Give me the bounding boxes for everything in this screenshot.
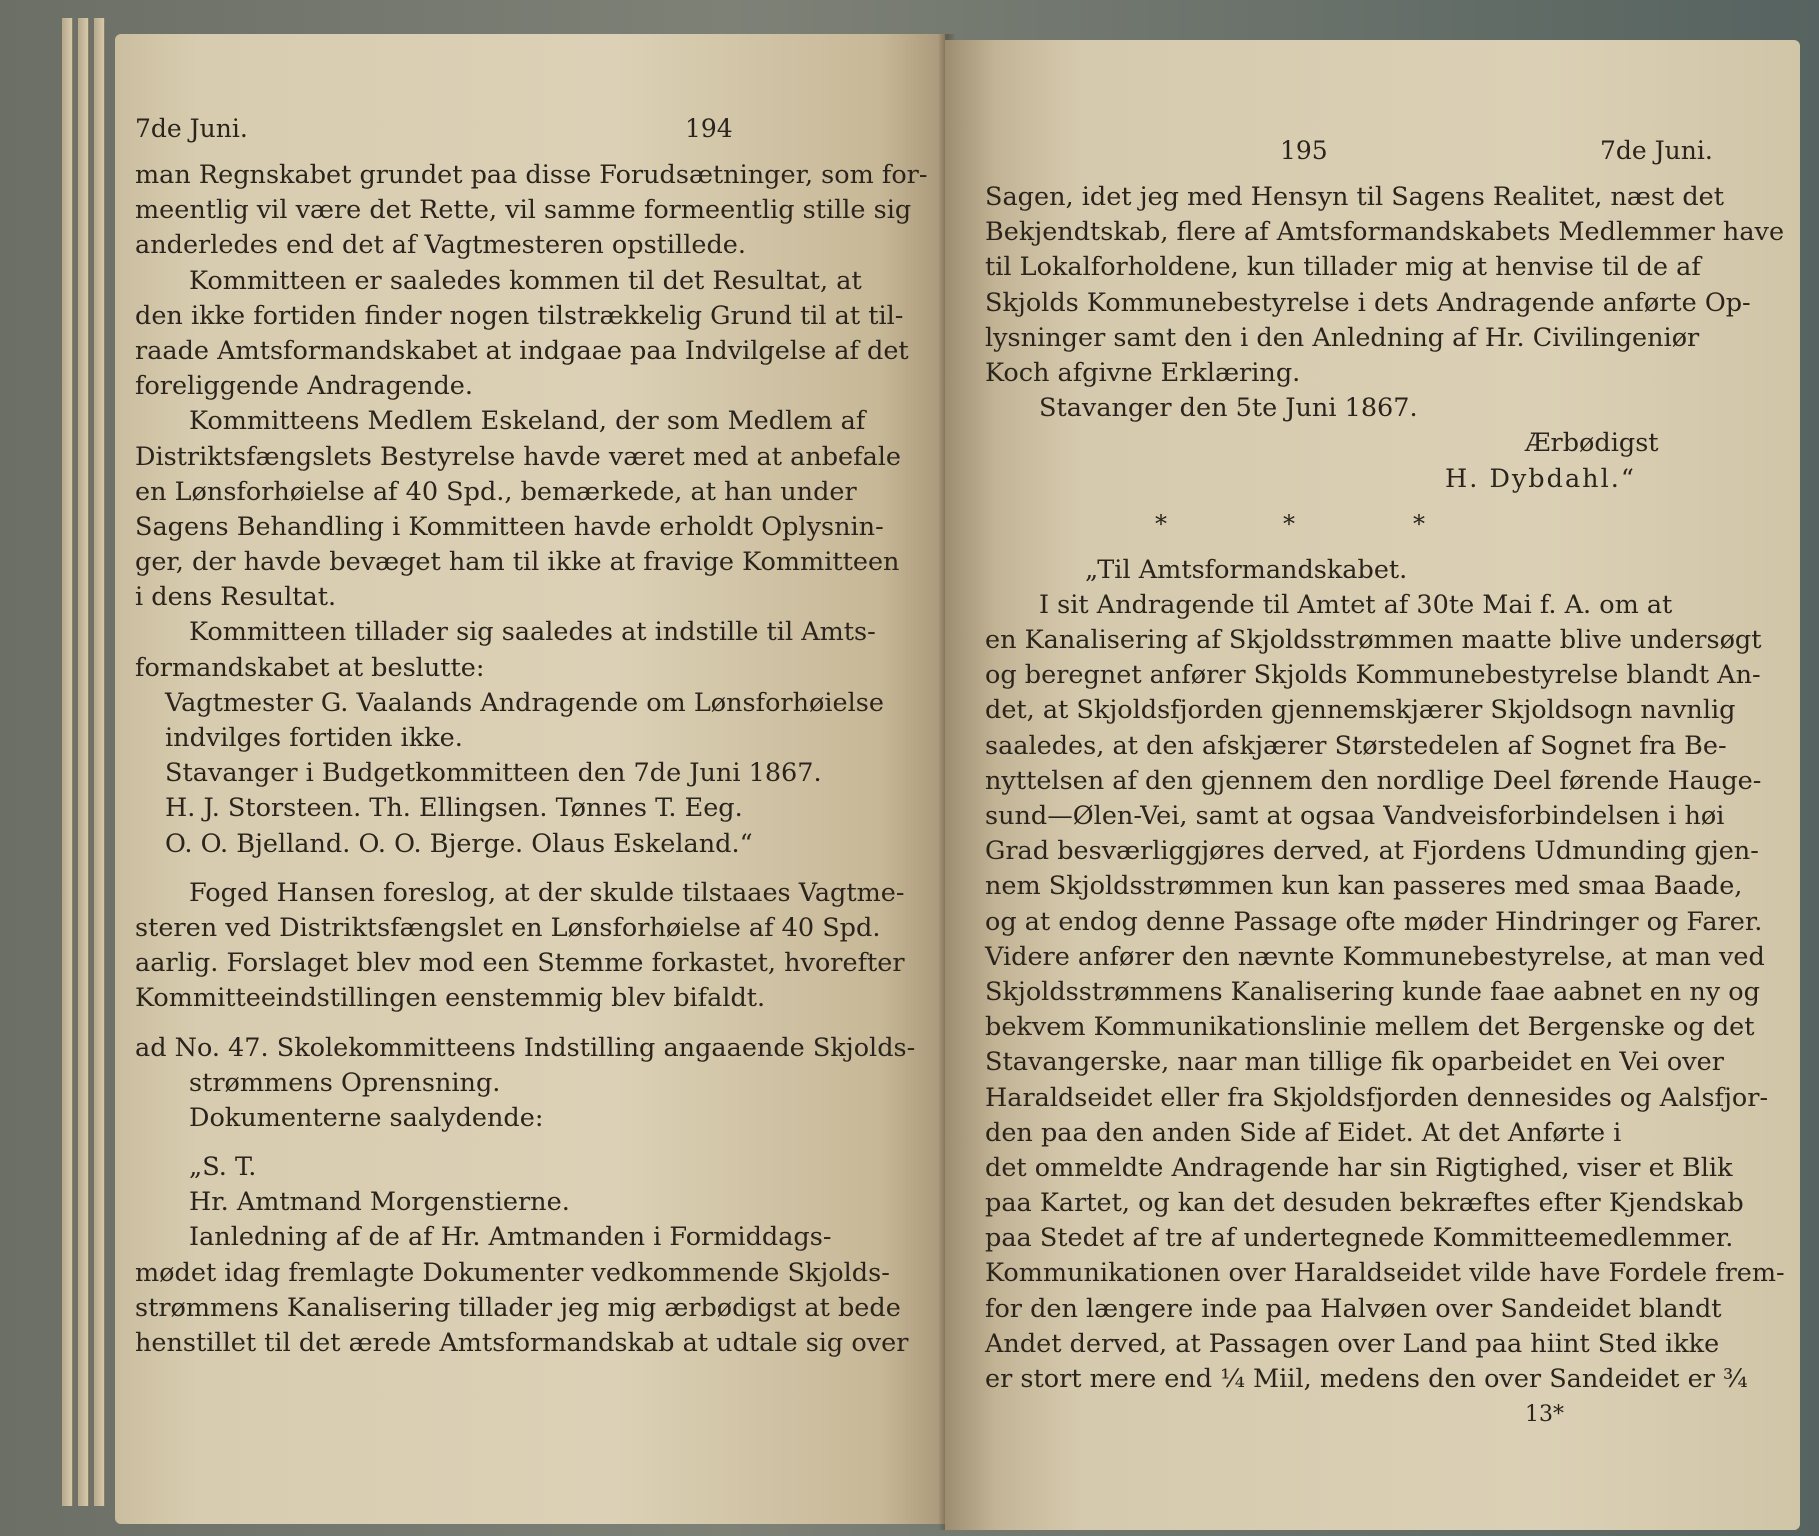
text-line: anderledes end det af Vagtmesteren opstillede. bbox=[135, 230, 746, 261]
text-line: meentlig vil være det Rette, vil samme formeentlig stille sig bbox=[135, 195, 912, 226]
signature-mark: 13* bbox=[1525, 1402, 1564, 1428]
text-line: henstillet til det ærede Amtsformandskab at udtale sig over bbox=[135, 1328, 909, 1358]
text-line: man Regnskabet grundet paa disse Forudsætninger, som for- bbox=[135, 160, 928, 190]
text-line: Sagens Behandling i Kommitteen havde erholdt Oplysnin- bbox=[135, 511, 884, 542]
text-line: „S. T. bbox=[189, 1152, 257, 1183]
text-line: Stavanger den 5te Juni 1867. bbox=[1039, 393, 1418, 424]
text-line: Grad besværliggjøres derved, at Fjordens Udmunding gjen- bbox=[985, 836, 1759, 867]
text-line: den ikke fortiden finder nogen tilstrækkelig Grund til at til- bbox=[135, 300, 904, 331]
text-line: ger, der havde bevæget ham til ikke at fravige Kommitteen bbox=[135, 547, 900, 578]
page-stack-edge bbox=[62, 18, 73, 1506]
text-line: Hr. Amtmand Morgenstierne. bbox=[189, 1187, 570, 1218]
page-stack-edge bbox=[78, 18, 89, 1506]
text-line: Stavanger i Budgetkommitteen den 7de Juni 1867. bbox=[165, 758, 822, 789]
text-line: Distriktsfængslets Bestyrelse havde været med at anbefale bbox=[135, 441, 902, 472]
text-line: raade Amtsformandskabet at indgaae paa Indvilgelse af det bbox=[135, 335, 909, 366]
text-line: bekvem Kommunikationslinie mellem det Bergenske og det bbox=[985, 1012, 1755, 1043]
right-header-date: 7de Juni. bbox=[1600, 136, 1713, 165]
text-line: til Lokalforholdene, kun tillader mig at henvise til de af bbox=[985, 252, 1701, 283]
text-line: Kommitteen tillader sig saaledes at indstille til Amts- bbox=[189, 617, 876, 648]
text-line: Kommitteeindstillingen eenstemmig blev bifaldt. bbox=[135, 983, 766, 1014]
text-line: paa Stedet af tre af undertegnede Kommitteemedlemmer. bbox=[985, 1223, 1734, 1254]
left-page-header bbox=[135, 114, 945, 158]
right-page-number: 195 bbox=[1280, 136, 1328, 165]
signature-greeting: Ærbødigst bbox=[1525, 428, 1659, 459]
text-line: og at endog denne Passage ofte møder Hindringer og Farer. bbox=[985, 906, 1763, 937]
text-line: paa Kartet, og kan det desuden bekræftes efter Kjendskab bbox=[985, 1188, 1744, 1219]
signature-name: H. Dybdahl.“ bbox=[1445, 463, 1636, 494]
text-line: det ommeldte Andragende har sin Rigtighed, viser et Blik bbox=[985, 1152, 1733, 1183]
text-line: den paa den anden Side af Eidet. At det Anførte i bbox=[985, 1117, 1622, 1148]
text-line: en Lønsforhøielse af 40 Spd., bemærkede, at han under bbox=[135, 476, 857, 507]
text-line: Skjolds Kommunebestyrelse i dets Andragende anførte Op- bbox=[985, 287, 1751, 318]
text-line: Kommunikationen over Haraldseidet vilde have Fordele frem- bbox=[985, 1258, 1785, 1289]
text-line: „Til Amtsformandskabet. bbox=[1085, 554, 1408, 585]
right-page bbox=[945, 40, 1800, 1530]
text-line: H. J. Storsteen. Th. Ellingsen. Tønnes T. Eeg. bbox=[165, 793, 743, 824]
text-line: strømmens Kanalisering tillader jeg mig ærbødigst at bede bbox=[135, 1292, 901, 1323]
text-line: og beregnet anfører Skjolds Kommunebestyrelse blandt An- bbox=[985, 660, 1761, 691]
text-line: Kommitteen er saaledes kommen til det Resultat, at bbox=[189, 265, 862, 296]
text-line: Videre anfører den nævnte Kommunebestyrelse, at man ved bbox=[985, 941, 1765, 972]
text-line: Koch afgivne Erklæring. bbox=[985, 357, 1301, 388]
text-line: Dokumenterne saalydende: bbox=[189, 1102, 544, 1133]
text-line: aarlig. Forslaget blev mod een Stemme forkastet, hvorefter bbox=[135, 948, 905, 979]
text-line: indvilges fortiden ikke. bbox=[165, 723, 463, 753]
text-line: I sit Andragende til Amtet af 30te Mai f. A. om at bbox=[1039, 589, 1673, 620]
text-line: det, at Skjoldsfjorden gjennemskjærer Skjoldsogn navnlig bbox=[985, 695, 1736, 726]
text-line: en Kanalisering af Skjoldsstrømmen maatte blive undersøgt bbox=[985, 625, 1762, 656]
text-line: Haraldseidet eller fra Skjoldsfjorden dennesides og Aalsfjor- bbox=[985, 1082, 1769, 1113]
text-line: i dens Resultat. bbox=[135, 582, 337, 613]
section-divider-asterisks bbox=[985, 497, 1800, 553]
text-line: Andet derved, at Passagen over Land paa hiint Sted ikke bbox=[985, 1328, 1720, 1359]
text-line: mødet idag fremlagte Dokumenter vedkommende Skjolds- bbox=[135, 1257, 890, 1288]
text-line: Ianledning af de af Hr. Amtmanden i Formiddags- bbox=[189, 1222, 832, 1253]
text-line: Vagtmester G. Vaalands Andragende om Lønsforhøielse bbox=[165, 687, 884, 718]
page-stack-edge bbox=[94, 18, 105, 1506]
text-line: ad No. 47. Skolekommitteens Indstilling angaaende Skjolds- bbox=[135, 1032, 916, 1063]
text-line: lysninger samt den i den Anledning af Hr. Civilingeniør bbox=[985, 322, 1700, 353]
text-line: Skjoldsstrømmens Kanalisering kunde faae aabnet en ny og bbox=[985, 976, 1760, 1007]
text-line: Kommitteens Medlem Eskeland, der som Medlem af bbox=[189, 406, 866, 437]
text-line: nyttelsen af den gjennem den nordlige Deel førende Hauge- bbox=[985, 765, 1762, 796]
text-line: saaledes, at den afskjærer Størstedelen af Sognet fra Be- bbox=[985, 730, 1727, 761]
text-line: er stort mere end ¼ Miil, medens den over Sandeidet er ¾ bbox=[985, 1364, 1748, 1394]
asterisk-mark: * bbox=[1155, 509, 1167, 538]
right-page-body bbox=[985, 180, 1800, 1432]
text-line: sund—Ølen-Vei, samt at ogsaa Vandveisforbindelsen i høi bbox=[985, 801, 1725, 831]
text-line: O. O. Bjelland. O. O. Bjerge. Olaus Eskeland.“ bbox=[165, 828, 753, 859]
text-line: formandskabet at beslutte: bbox=[135, 652, 485, 683]
text-line: Stavangerske, naar man tillige fik oparbeidet en Vei over bbox=[985, 1047, 1724, 1078]
text-line: steren ved Distriktsfængslet en Lønsforhøielse af 40 Spd. bbox=[135, 912, 881, 943]
text-line: Foged Hansen foreslog, at der skulde tilstaaes Vagtme- bbox=[189, 877, 905, 908]
text-line: nem Skjoldsstrømmen kun kan passeres med smaa Baade, bbox=[985, 871, 1743, 902]
text-line: Bekjendtskab, flere af Amtsformandskabets Medlemmer have bbox=[985, 217, 1785, 248]
asterisk-mark: * bbox=[1283, 509, 1295, 538]
right-page-header bbox=[985, 136, 1800, 180]
left-page-number: 194 bbox=[685, 114, 733, 143]
left-page-body bbox=[135, 158, 945, 1361]
text-line: strømmens Oprensning. bbox=[189, 1067, 501, 1098]
text-line: Sagen, idet jeg med Hensyn til Sagens Realitet, næst det bbox=[985, 182, 1725, 212]
text-line: for den længere inde paa Halvøen over Sandeidet blandt bbox=[985, 1293, 1722, 1324]
left-header-date: 7de Juni. bbox=[135, 114, 248, 143]
text-line: foreliggende Andragende. bbox=[135, 371, 473, 402]
left-page bbox=[115, 34, 945, 1524]
asterisk-mark: * bbox=[1413, 509, 1425, 538]
